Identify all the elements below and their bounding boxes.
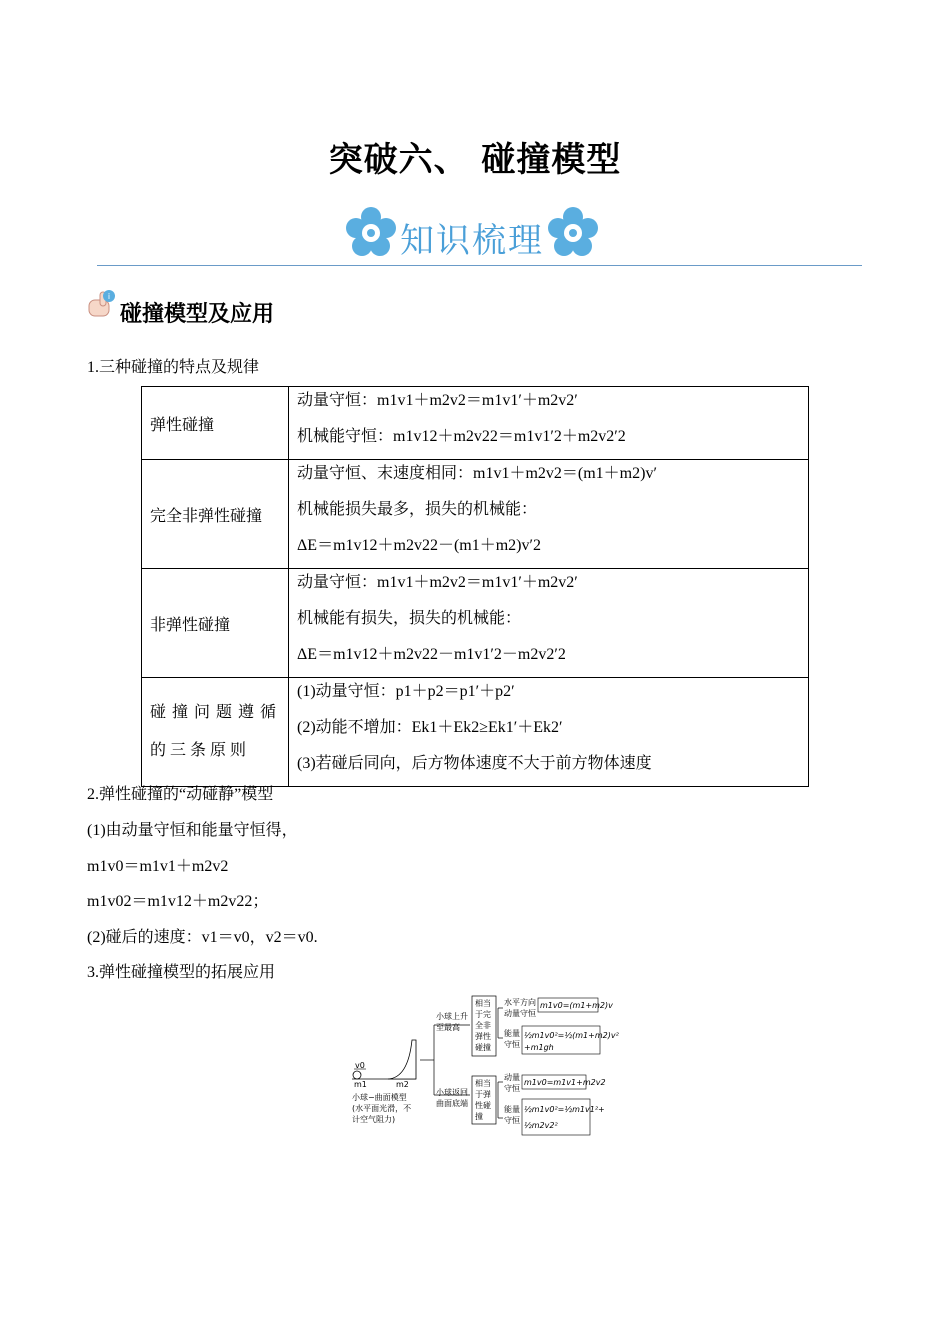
caption-line: 小球−曲面模型 bbox=[352, 1093, 407, 1102]
branch-down-label: 小球返回 bbox=[436, 1088, 468, 1097]
row-line: (3)若碰后同向，后方物体速度不大于前方物体速度 bbox=[297, 755, 652, 772]
row-name: 非弹性碰撞 bbox=[142, 569, 289, 678]
row-body bbox=[289, 460, 809, 569]
up-energy-label: 守恒 bbox=[504, 1040, 520, 1049]
flower-icon bbox=[345, 207, 397, 259]
table-row bbox=[142, 569, 809, 678]
row-body bbox=[289, 569, 809, 678]
row-body bbox=[289, 678, 809, 787]
box-down-text: 相当 bbox=[475, 1079, 491, 1088]
pointing-hand-icon bbox=[86, 288, 118, 320]
row-body bbox=[289, 387, 809, 460]
down-energy-equation: ½m2v2² bbox=[524, 1121, 558, 1130]
collision-rules-table bbox=[141, 386, 809, 787]
down-energy-label: 守恒 bbox=[504, 1116, 520, 1125]
up-momentum-label: 动量守恒 bbox=[504, 1009, 536, 1018]
branch-down-label: 曲面底端 bbox=[436, 1099, 468, 1108]
down-energy-label: 能量 bbox=[504, 1105, 520, 1114]
box-up-text: 全非 bbox=[475, 1021, 491, 1030]
paragraph-3: (1)由动量守恒和能量守恒得， bbox=[87, 822, 298, 839]
caption-line: (水平面光滑，不 bbox=[352, 1104, 412, 1113]
paragraph-1: 1.三种碰撞的特点及规律 bbox=[87, 359, 260, 376]
row-line: 动量守恒：m1v1＋m2v2＝m1v1′＋m2v2′ bbox=[297, 574, 578, 591]
box-up-text: 相当 bbox=[475, 999, 491, 1008]
paragraph-2: 2.弹性碰撞的“动碰静”模型 bbox=[87, 786, 274, 803]
divider bbox=[97, 265, 862, 266]
box-down-text: 撞 bbox=[475, 1112, 483, 1121]
v0-label: v0 bbox=[355, 1061, 365, 1070]
paragraph-6: (2)碰后的速度：v1＝v0，v2＝v0. bbox=[87, 929, 318, 946]
row-line: 机械能损失最多，损失的机械能： bbox=[297, 501, 538, 518]
m1-label: m1 bbox=[354, 1080, 367, 1089]
table-row bbox=[142, 460, 809, 569]
section-title: 碰撞模型及应用 bbox=[120, 302, 275, 327]
row-line: 机械能有损失，损失的机械能： bbox=[297, 610, 522, 627]
box-up-text: 弹性 bbox=[475, 1032, 491, 1041]
caption-line: 计空气阻力) bbox=[352, 1115, 396, 1124]
down-momentum-equation: m1v0=m1v1+m2v2 bbox=[524, 1078, 606, 1087]
row-line: 机械能守恒：m1v12＋m2v22＝m1v1′2＋m2v2′2 bbox=[297, 428, 626, 445]
box-up-text: 于完 bbox=[475, 1010, 491, 1019]
row-line: 动量守恒：m1v1＋m2v2＝m1v1′＋m2v2′ bbox=[297, 392, 578, 409]
row-line: ΔE＝m1v12＋m2v22－m1v1′2－m2v2′2 bbox=[297, 646, 566, 663]
table-row bbox=[142, 678, 809, 787]
row-line: (1)动量守恒：p1＋p2＝p1′＋p2′ bbox=[297, 683, 515, 700]
section-banner bbox=[345, 203, 605, 263]
branch-up-label: 小球上升 bbox=[436, 1012, 468, 1021]
row-name: 碰撞问题遵循的三条原则 bbox=[142, 678, 289, 787]
down-energy-equation: ½m1v0²=½m1v1²+ bbox=[524, 1105, 605, 1114]
curved-surface bbox=[388, 1040, 416, 1079]
paragraph-4: m1v0＝m1v1＋m2v2 bbox=[87, 858, 229, 875]
up-energy-label: 能量 bbox=[504, 1029, 520, 1038]
m2-label: m2 bbox=[396, 1080, 409, 1089]
box-down-text: 于弹 bbox=[475, 1090, 491, 1099]
up-momentum-label: 水平方向 bbox=[504, 998, 536, 1007]
paragraph-5: m1v02＝m1v12＋m2v22； bbox=[87, 893, 269, 910]
row-name: 完全非弹性碰撞 bbox=[142, 460, 289, 569]
box-up-text: 碰撞 bbox=[475, 1043, 491, 1052]
row-line: ΔE＝m1v12＋m2v22－(m1＋m2)v′2 bbox=[297, 537, 542, 554]
row-line: (2)动能不增加：Ek1＋Ek2≥Ek1′＋Ek2′ bbox=[297, 719, 563, 736]
page-title: 突破六、 碰撞模型 bbox=[328, 140, 622, 180]
up-energy-equation: +m1gh bbox=[524, 1043, 554, 1052]
svg-text:i: i bbox=[107, 292, 111, 301]
banner-text: 知识梳理 bbox=[400, 221, 544, 261]
ball-icon bbox=[353, 1071, 361, 1079]
row-name: 弹性碰撞 bbox=[142, 387, 289, 460]
up-momentum-equation: m1v0=(m1+m2)v bbox=[540, 1001, 613, 1010]
paragraph-7: 3.弹性碰撞模型的拓展应用 bbox=[87, 964, 276, 981]
box-down-text: 性碰 bbox=[475, 1101, 491, 1110]
down-momentum-label: 动量 bbox=[504, 1073, 520, 1082]
table-row bbox=[142, 387, 809, 460]
ball-curve-model-diagram bbox=[348, 990, 619, 1140]
up-energy-equation: ½m1v0²=½(m1+m2)v² bbox=[524, 1031, 619, 1040]
branch-up-label: 至最高 bbox=[436, 1023, 460, 1032]
down-momentum-label: 守恒 bbox=[504, 1084, 520, 1093]
row-line: 动量守恒、末速度相同：m1v1＋m2v2＝(m1＋m2)v′ bbox=[297, 465, 657, 482]
flower-icon bbox=[547, 207, 599, 259]
